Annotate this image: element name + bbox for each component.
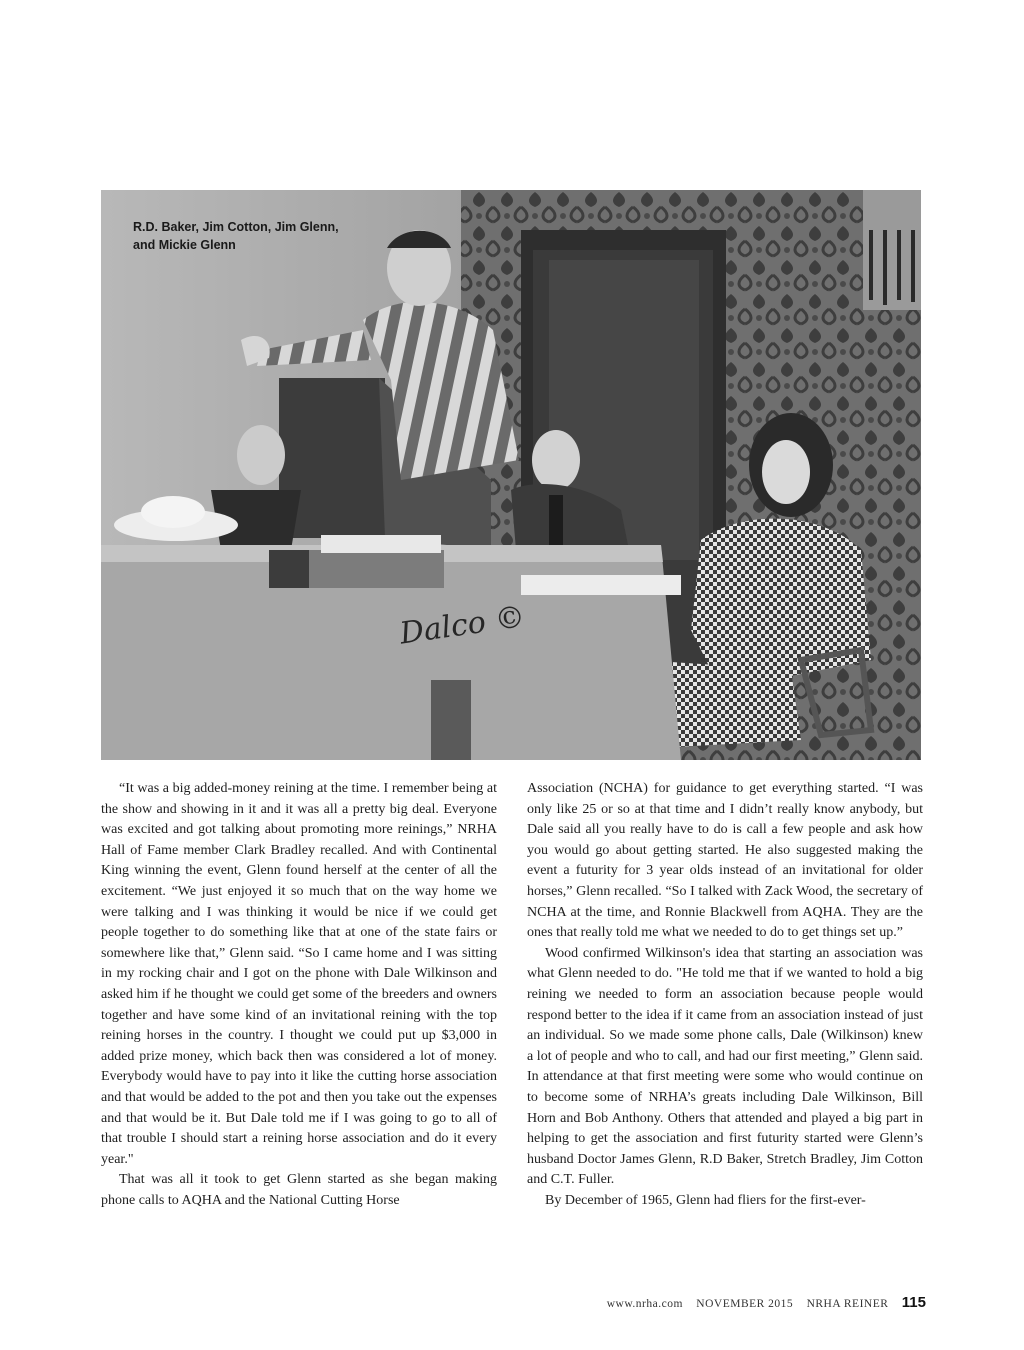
paragraph: Association (NCHA) for guidance to get everything started. “I was only like 25 or so at that time and I didn’t really know anybody, but Dale said all you really have to do is call a few people and ask how you would go about getting started. He also suggested making the event a futurity for 3 year olds instead of an invitational for older horses,” Glenn recalled. “So I talked with Zack Wood, the secretary of NCHA at the time, and Ronnie Blackwell from AQHA. They are the ones that really told me what we needed to do to get things set up.” bbox=[527, 781, 923, 941]
article-column-left bbox=[101, 779, 497, 1211]
page-number: 115 bbox=[901, 1294, 926, 1311]
caption-line: and Mickie Glenn bbox=[133, 238, 236, 252]
caption-line: R.D. Baker, Jim Cotton, Jim Glenn, bbox=[133, 220, 339, 234]
article-column-right bbox=[527, 779, 923, 1211]
photo-caption bbox=[133, 218, 373, 254]
footer-publication: NRHA REINER bbox=[806, 1298, 889, 1310]
footer-issue: NOVEMBER 2015 bbox=[696, 1298, 794, 1310]
paragraph: Wood confirmed Wilkinson's idea that starting an association was what Glenn needed to do. "He told me that if we wanted to hold a big reining we needed to form an association because people would respond better to the idea if it came from an association instead of just an individual. So we made some phone calls, Dale (Wilkinson) knew a lot of people and who to call, and had our first meeting,” Glenn said. In attendance at that first meeting were some who would continue on to become some of NRHA’s greats including Dale Wilkinson, Bill Horn and Bob Anthony. Others that attended and played a big part in helping to get the association and first futurity started were Glenn’s husband Doctor James Glenn, R.D Baker, Stretch Bradley, Jim Cotton and C.T. Fuller. bbox=[527, 945, 923, 1188]
article-photo bbox=[101, 190, 921, 760]
paragraph: That was all it took to get Glenn started as she began making phone calls to AQHA and the National Cutting Horse bbox=[101, 1172, 497, 1208]
photo-signature: Dalco © bbox=[397, 599, 528, 652]
paragraph: “It was a big added-money reining at the time. I remember being at the show and showing in it and it was all a pretty big deal. Everyone was excited and got talking about promoting more reinings,” NRHA Hall of Fame member Clark Bradley recalled. And with Continental King winning the event, Glenn found herself at the center of all the excitement. “We just enjoyed it so much that on the way home we were talking and I was thinking it would be nice if we could get people together to do something like that at one of the state fairs or somewhere like that,” Glenn said. “So I came home and I was sitting in my rocking chair and I got on the phone with Dale Wilkinson and asked him if he thought we could get some of the breeders and owners together and have some kind of an invitational reining with the top reining horses in the country. I thought we could put up $3,000 in added prize money, which back then was considered a lot of money. Everybody would have to pay into it like the cutting horse association and that would be added to the pot and then you take out the expenses and that would be it. But Dale told me if I was going to go to all of that trouble I should start a reining horse association and do it every year." bbox=[101, 781, 497, 1167]
footer-website: www.nrha.com bbox=[606, 1298, 683, 1310]
page-footer bbox=[597, 1294, 926, 1311]
paragraph: By December of 1965, Glenn had fliers for the first-ever- bbox=[545, 1192, 866, 1208]
